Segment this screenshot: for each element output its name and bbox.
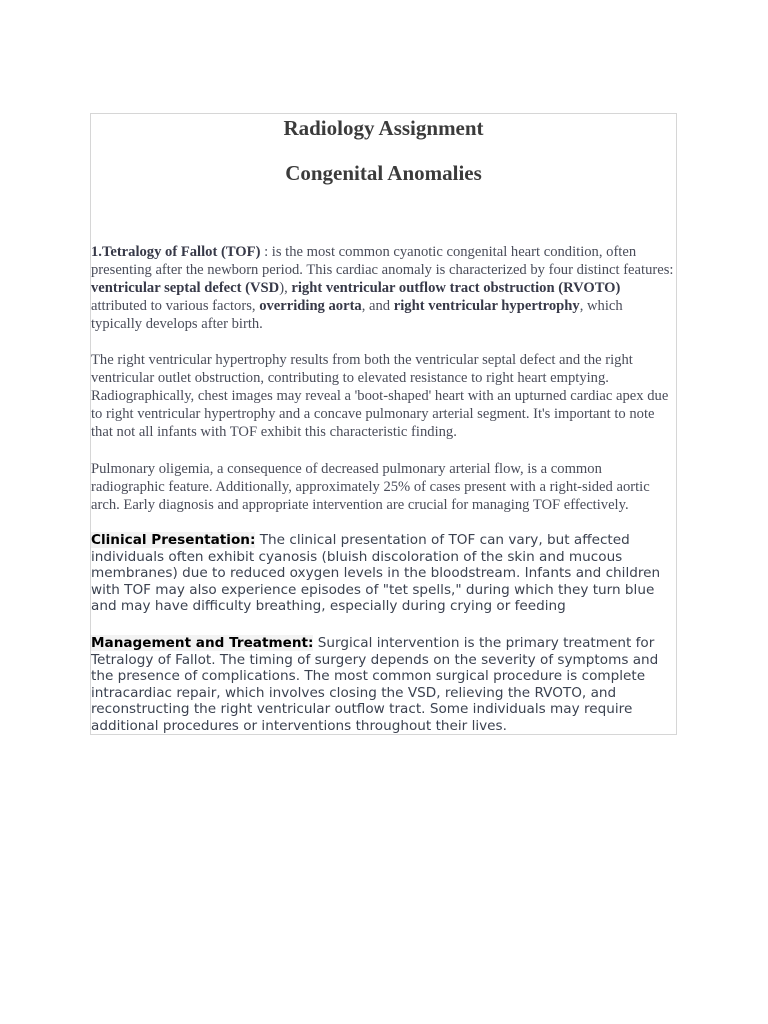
pulmonary-oligemia-paragraph: Pulmonary oligemia, a consequence of decreased pulmonary arterial flow, is a common radiographic feature. Additionally, approximately 25% of cases present with a right-sided aortic arch. Early diagnosis and appropriate intervention are crucial for managing TOF effectively. bbox=[91, 461, 650, 513]
rv-hypertrophy-paragraph: The right ventricular hypertrophy results from both the ventricular septal defect and the right ventricular outlet obstruction, contributing to elevated resistance to right heart emptying. Radiographically, chest images may reveal a 'boot-shaped' heart with an upturned cardiac apex due to right ventricular hypertrophy and a concave pulmonary arterial segment. It's important to note that not all infants with TOF exhibit this characteristic finding. bbox=[91, 352, 669, 440]
paragraph-text: attributed to various factors, bbox=[91, 298, 260, 314]
management-treatment-paragraph bbox=[91, 635, 676, 735]
management-treatment-text: Surgical intervention is the primary treatment for Tetralogy of Fallot. The timing of surgery depends on the severity of symptoms and the presence of complications. The most common surgical procedure is complete intracardiac repair, which involves closing the VSD, relieving the RVOTO, and reconstructing the right ventricular outflow tract. Some individuals may require additional procedures or interventions throughout their lives. bbox=[91, 635, 659, 734]
paragraph-text: ), bbox=[279, 280, 292, 296]
clinical-presentation-label: Clinical Presentation: bbox=[91, 532, 256, 548]
document-title: Radiology Assignment bbox=[283, 116, 484, 140]
paragraph-text: , and bbox=[361, 298, 394, 314]
document-subtitle: Congenital Anomalies bbox=[285, 161, 482, 185]
feature-rvoto: right ventricular outflow tract obstruction (RVOTO) bbox=[291, 280, 621, 296]
tof-heading: 1.Tetralogy of Fallot (TOF) bbox=[91, 244, 261, 260]
management-treatment-label: Management and Treatment: bbox=[91, 635, 314, 651]
paragraph-text: : is the most common cyanotic congenital heart condition, often presenting after the newborn period. This cardiac anomaly is characterized by four distinct features: bbox=[91, 244, 674, 278]
feature-rv-hypertrophy: right ventricular hypertrophy bbox=[393, 298, 580, 314]
document-frame bbox=[90, 113, 677, 735]
clinical-presentation-paragraph bbox=[91, 532, 676, 615]
clinical-presentation-text: The clinical presentation of TOF can vary, but affected individuals often exhibit cyanosis (bluish discoloration of the skin and mucous membranes) due to reduced oxygen levels in the bloodstream. Infants and children with TOF may also experience episodes of "tet spells," during which they turn blue and may have difficulty breathing, especially during crying or feeding bbox=[91, 532, 661, 615]
tof-intro-paragraph bbox=[91, 243, 676, 333]
feature-vsd: ventricular septal defect (VSD bbox=[91, 280, 280, 296]
feature-overriding-aorta: overriding aorta bbox=[259, 298, 362, 314]
paragraph-text: , which typically develops after birth. bbox=[91, 298, 623, 332]
